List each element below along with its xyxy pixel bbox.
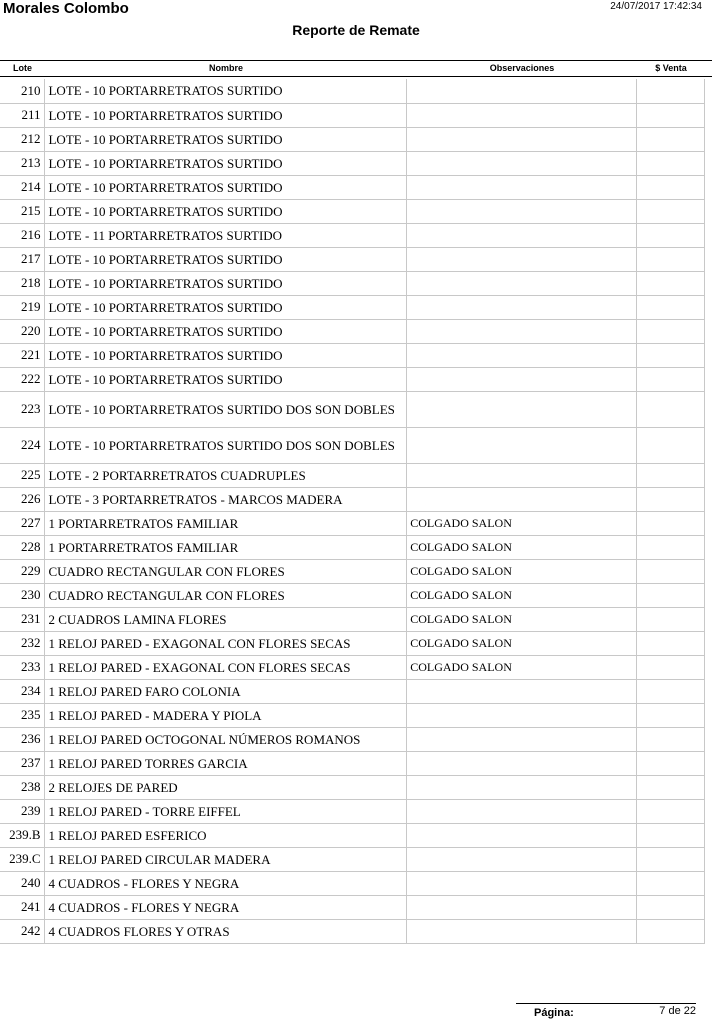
lote-cell: 219 (0, 295, 45, 319)
table-row (0, 511, 705, 535)
venta-cell (637, 79, 705, 103)
table-row (0, 487, 705, 511)
table-row (0, 895, 705, 919)
column-header-nombre: Nombre (208, 63, 243, 73)
nombre-cell: LOTE - 10 PORTARRETRATOS SURTIDO DOS SON DOBLES (45, 391, 407, 427)
lote-cell: 234 (0, 679, 45, 703)
observaciones-cell: COLGADO SALON (407, 511, 637, 535)
observaciones-cell (407, 895, 637, 919)
observaciones-cell (407, 775, 637, 799)
observaciones-cell (407, 151, 637, 175)
nombre-cell: 1 RELOJ PARED CIRCULAR MADERA (45, 847, 407, 871)
venta-cell (637, 319, 705, 343)
venta-cell (637, 799, 705, 823)
observaciones-cell: COLGADO SALON (407, 631, 637, 655)
lote-cell: 215 (0, 199, 45, 223)
report-title: Reporte de Remate (292, 22, 420, 38)
table-body (0, 79, 705, 944)
page-label: Página: (534, 1007, 574, 1019)
nombre-cell: 1 RELOJ PARED - EXAGONAL CON FLORES SECAS (45, 631, 407, 655)
observaciones-cell (407, 487, 637, 511)
lote-cell: 214 (0, 175, 45, 199)
lote-cell: 233 (0, 655, 45, 679)
observaciones-cell (407, 727, 637, 751)
observaciones-cell (407, 103, 637, 127)
lote-cell: 240 (0, 871, 45, 895)
observaciones-cell (407, 295, 637, 319)
column-header-observaciones: Observaciones (489, 63, 555, 73)
report-datetime: 24/07/2017 17:42:34 (610, 1, 702, 12)
observaciones-cell (407, 199, 637, 223)
observaciones-cell (407, 463, 637, 487)
venta-cell (637, 103, 705, 127)
nombre-cell: LOTE - 11 PORTARRETRATOS SURTIDO (45, 223, 407, 247)
venta-cell (637, 631, 705, 655)
observaciones-cell: COLGADO SALON (407, 607, 637, 631)
observaciones-cell (407, 367, 637, 391)
lote-cell: 236 (0, 727, 45, 751)
lote-cell: 239.C (0, 847, 45, 871)
lote-cell: 216 (0, 223, 45, 247)
lote-cell: 210 (0, 79, 45, 103)
observaciones-cell (407, 391, 637, 427)
nombre-cell: 2 CUADROS LAMINA FLORES (45, 607, 407, 631)
lote-cell: 241 (0, 895, 45, 919)
nombre-cell: 1 PORTARRETRATOS FAMILIAR (45, 511, 407, 535)
nombre-cell: LOTE - 10 PORTARRETRATOS SURTIDO (45, 79, 407, 103)
nombre-cell: LOTE - 10 PORTARRETRATOS SURTIDO (45, 367, 407, 391)
lote-cell: 235 (0, 703, 45, 727)
nombre-cell: 1 RELOJ PARED OCTOGONAL NÚMEROS ROMANOS (45, 727, 407, 751)
observaciones-cell (407, 919, 637, 943)
auction-table (0, 60, 712, 944)
table-row (0, 295, 705, 319)
venta-cell (637, 343, 705, 367)
nombre-cell: 1 PORTARRETRATOS FAMILIAR (45, 535, 407, 559)
lote-cell: 238 (0, 775, 45, 799)
table-row (0, 583, 705, 607)
nombre-cell: LOTE - 10 PORTARRETRATOS SURTIDO (45, 295, 407, 319)
table-row (0, 103, 705, 127)
table-row (0, 919, 705, 943)
nombre-cell: 4 CUADROS - FLORES Y NEGRA (45, 895, 407, 919)
lote-cell: 220 (0, 319, 45, 343)
observaciones-cell (407, 799, 637, 823)
nombre-cell: 4 CUADROS - FLORES Y NEGRA (45, 871, 407, 895)
observaciones-cell (407, 427, 637, 463)
table-row (0, 775, 705, 799)
nombre-cell: CUADRO RECTANGULAR CON FLORES (45, 583, 407, 607)
nombre-cell: 1 RELOJ PARED FARO COLONIA (45, 679, 407, 703)
table-row (0, 655, 705, 679)
lote-cell: 225 (0, 463, 45, 487)
observaciones-cell (407, 319, 637, 343)
lote-cell: 211 (0, 103, 45, 127)
nombre-cell: LOTE - 10 PORTARRETRATOS SURTIDO (45, 103, 407, 127)
venta-cell (637, 151, 705, 175)
observaciones-cell: COLGADO SALON (407, 559, 637, 583)
venta-cell (637, 871, 705, 895)
lote-cell: 239 (0, 799, 45, 823)
observaciones-cell (407, 175, 637, 199)
table-row (0, 703, 705, 727)
venta-cell (637, 919, 705, 943)
nombre-cell: 2 RELOJES DE PARED (45, 775, 407, 799)
company-name: Morales Colombo (3, 0, 129, 17)
table-row (0, 727, 705, 751)
lote-cell: 217 (0, 247, 45, 271)
table-row (0, 247, 705, 271)
venta-cell (637, 751, 705, 775)
footer-divider (516, 1003, 696, 1004)
table-header (0, 60, 712, 77)
table-row (0, 559, 705, 583)
nombre-cell: LOTE - 10 PORTARRETRATOS SURTIDO (45, 175, 407, 199)
venta-cell (637, 199, 705, 223)
observaciones-cell (407, 751, 637, 775)
nombre-cell: 1 RELOJ PARED TORRES GARCIA (45, 751, 407, 775)
venta-cell (637, 583, 705, 607)
venta-cell (637, 427, 705, 463)
nombre-cell: CUADRO RECTANGULAR CON FLORES (45, 559, 407, 583)
nombre-cell: 1 RELOJ PARED - EXAGONAL CON FLORES SECAS (45, 655, 407, 679)
table-row (0, 151, 705, 175)
table-row (0, 535, 705, 559)
nombre-cell: 4 CUADROS FLORES Y OTRAS (45, 919, 407, 943)
page-number: 7 de 22 (659, 1005, 696, 1017)
lote-cell: 228 (0, 535, 45, 559)
lote-cell: 223 (0, 391, 45, 427)
lote-cell: 237 (0, 751, 45, 775)
venta-cell (637, 607, 705, 631)
nombre-cell: LOTE - 10 PORTARRETRATOS SURTIDO (45, 343, 407, 367)
nombre-cell: 1 RELOJ PARED - TORRE EIFFEL (45, 799, 407, 823)
nombre-cell: LOTE - 10 PORTARRETRATOS SURTIDO (45, 247, 407, 271)
venta-cell (637, 295, 705, 319)
observaciones-cell (407, 223, 637, 247)
observaciones-cell (407, 823, 637, 847)
table-row (0, 223, 705, 247)
venta-cell (637, 463, 705, 487)
column-header-venta: $ Venta (655, 63, 687, 73)
table-row (0, 127, 705, 151)
nombre-cell: 1 RELOJ PARED - MADERA Y PIOLA (45, 703, 407, 727)
nombre-cell: LOTE - 10 PORTARRETRATOS SURTIDO (45, 199, 407, 223)
table-row (0, 823, 705, 847)
observaciones-cell (407, 871, 637, 895)
table-row (0, 367, 705, 391)
nombre-cell: LOTE - 3 PORTARRETRATOS - MARCOS MADERA (45, 487, 407, 511)
lote-cell: 229 (0, 559, 45, 583)
table-row (0, 631, 705, 655)
venta-cell (637, 703, 705, 727)
venta-cell (637, 511, 705, 535)
venta-cell (637, 535, 705, 559)
venta-cell (637, 271, 705, 295)
venta-cell (637, 175, 705, 199)
observaciones-cell: COLGADO SALON (407, 655, 637, 679)
lote-cell: 231 (0, 607, 45, 631)
venta-cell (637, 127, 705, 151)
lote-cell: 232 (0, 631, 45, 655)
observaciones-cell: COLGADO SALON (407, 535, 637, 559)
table-row (0, 175, 705, 199)
observaciones-cell (407, 127, 637, 151)
lote-cell: 222 (0, 367, 45, 391)
observaciones-cell (407, 247, 637, 271)
venta-cell (637, 487, 705, 511)
venta-cell (637, 847, 705, 871)
table-row (0, 607, 705, 631)
observaciones-cell (407, 79, 637, 103)
lote-cell: 227 (0, 511, 45, 535)
nombre-cell: LOTE - 2 PORTARRETRATOS CUADRUPLES (45, 463, 407, 487)
column-header-lote: Lote (13, 63, 32, 73)
table-row (0, 463, 705, 487)
venta-cell (637, 367, 705, 391)
table-row (0, 799, 705, 823)
table-row (0, 427, 705, 463)
nombre-cell: LOTE - 10 PORTARRETRATOS SURTIDO DOS SON DOBLES (45, 427, 407, 463)
lote-cell: 213 (0, 151, 45, 175)
venta-cell (637, 391, 705, 427)
table-row (0, 319, 705, 343)
observaciones-cell (407, 343, 637, 367)
observaciones-cell: COLGADO SALON (407, 583, 637, 607)
lote-cell: 242 (0, 919, 45, 943)
venta-cell (637, 727, 705, 751)
venta-cell (637, 655, 705, 679)
nombre-cell: LOTE - 10 PORTARRETRATOS SURTIDO (45, 319, 407, 343)
observaciones-cell (407, 847, 637, 871)
lote-cell: 230 (0, 583, 45, 607)
table-row (0, 391, 705, 427)
venta-cell (637, 223, 705, 247)
venta-cell (637, 559, 705, 583)
table-row (0, 751, 705, 775)
observaciones-cell (407, 271, 637, 295)
lote-cell: 221 (0, 343, 45, 367)
lote-cell: 224 (0, 427, 45, 463)
table-row (0, 847, 705, 871)
table-row (0, 271, 705, 295)
lote-cell: 226 (0, 487, 45, 511)
lote-cell: 212 (0, 127, 45, 151)
nombre-cell: LOTE - 10 PORTARRETRATOS SURTIDO (45, 127, 407, 151)
venta-cell (637, 775, 705, 799)
observaciones-cell (407, 703, 637, 727)
venta-cell (637, 823, 705, 847)
lote-cell: 239.B (0, 823, 45, 847)
venta-cell (637, 895, 705, 919)
lote-cell: 218 (0, 271, 45, 295)
table-row (0, 679, 705, 703)
venta-cell (637, 247, 705, 271)
table-row (0, 79, 705, 103)
nombre-cell: 1 RELOJ PARED ESFERICO (45, 823, 407, 847)
observaciones-cell (407, 679, 637, 703)
venta-cell (637, 679, 705, 703)
table-row (0, 343, 705, 367)
table-row (0, 871, 705, 895)
nombre-cell: LOTE - 10 PORTARRETRATOS SURTIDO (45, 151, 407, 175)
nombre-cell: LOTE - 10 PORTARRETRATOS SURTIDO (45, 271, 407, 295)
table-row (0, 199, 705, 223)
